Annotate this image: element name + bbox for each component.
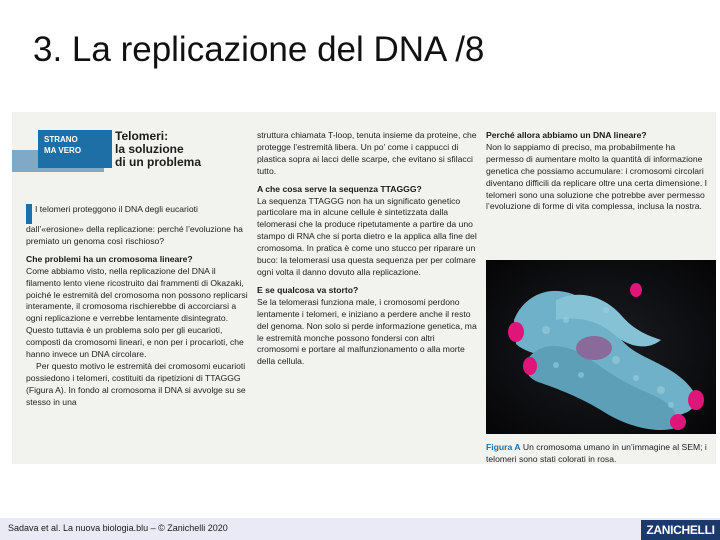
text-column-3	[486, 130, 708, 213]
dropcap-bar	[26, 204, 32, 224]
copyright-text: Sadava et al. La nuova biologia.blu – © Zanichelli 2020	[8, 523, 228, 533]
paragraph: Se la telomerasi funziona male, i cromosomi perdono lentamente i telomeri, e iniziano a perdere anche il resto del genoma. Non solo si perde informazione genetica, ma le estremità monche possono fondersi con altri cromosomi e portare al malfunzionamento o alla morte della cellula.	[257, 296, 477, 367]
text-column-2	[257, 130, 479, 368]
subheading: Perché allora abbiamo un DNA lineare?	[486, 130, 647, 140]
text-column-1	[26, 204, 248, 409]
section-box	[38, 130, 112, 168]
intro-text: I telomeri proteggono il DNA degli eucarioti dall’«erosione» della replicazione: perché l’evoluzione ha premiato un genoma così rischioso?	[26, 204, 243, 246]
caption-label: Figura A	[486, 442, 521, 452]
paragraph: Come abbiamo visto, nella replicazione del DNA il filamento lento viene ricostruito dai frammenti di Okazaki, poiché le estremità del cromosoma non possono replicarsi interamente, il cromosoma rischierebbe di accorciarsi a ogni replicazione e verrebbe lentamente disintegrato. Questo tuttavia è un problema solo per gli eucarioti, composti da cromosomi lineari, e non per i procarioti, che hanno invece un DNA circolare.	[26, 265, 248, 360]
paragraph: Non lo sappiamo di preciso, ma probabilmente ha permesso di aumentare molto la quantità di informazione genetica che possiamo accumulare: i cromosomi circolari diventano difficili da replicare oltre una certa dimensione. I telomeri sono una soluzione che potrebbe aver permesso l’evoluzione di forme di vita complessa, inclusa la nostra.	[486, 141, 708, 212]
article-heading	[115, 130, 255, 169]
subheading: E se qualcosa va storto?	[257, 284, 359, 295]
paragraph: struttura chiamata T-loop, tenuta insieme da proteine, che protegge l’estremità libera. Un po’ come i cappucci di plastica sopra ai lacci delle scarpe, che evitano si sfilacci tutto.	[257, 130, 477, 176]
heading-line3: di un problema	[115, 155, 202, 169]
box-line1: STRANO	[44, 135, 78, 144]
chromosome-illustration	[486, 260, 716, 434]
paragraph: La sequenza TTAGGG non ha un significato genetico particolare ma in alcune cellule è sintetizzata dalla telomerasi che la produce ripetutamente a partire da uno stampo di RNA che si porta dietro e la applica alla fine del cromosoma. In pratica è come uno stucco per riparare un buco: la telomerasi usa questa sequenza per per colmare ogni volta il danno dovuto alla replicazione.	[257, 195, 477, 277]
publisher-logo: ZANICHELLI	[641, 520, 720, 540]
slide-title: 3. La replicazione del DNA /8	[33, 30, 485, 69]
intro-paragraph	[26, 204, 248, 248]
figure-caption	[486, 442, 712, 464]
caption-text: Un cromosoma umano in un’immagine al SEM; i telomeri sono stati colorati in rosa.	[486, 442, 707, 464]
box-line2: MA VERO	[44, 146, 82, 155]
chromosome-sem-image	[486, 260, 716, 434]
paragraph: Per questo motivo le estremità dei cromosomi eucarioti possiedono i telomeri, costituiti da ripetizioni di TTAGGG (Figura A). In fondo al cromosoma il DNA si avvolge su se stesso in una	[26, 360, 246, 407]
textbook-page	[12, 112, 716, 464]
heading-line1: Telomeri:	[115, 129, 169, 143]
subheading: Che problemi ha un cromosoma lineare?	[26, 253, 193, 264]
heading-line2: la soluzione	[115, 142, 184, 156]
subheading: A che cosa serve la sequenza TTAGGG?	[257, 183, 422, 194]
